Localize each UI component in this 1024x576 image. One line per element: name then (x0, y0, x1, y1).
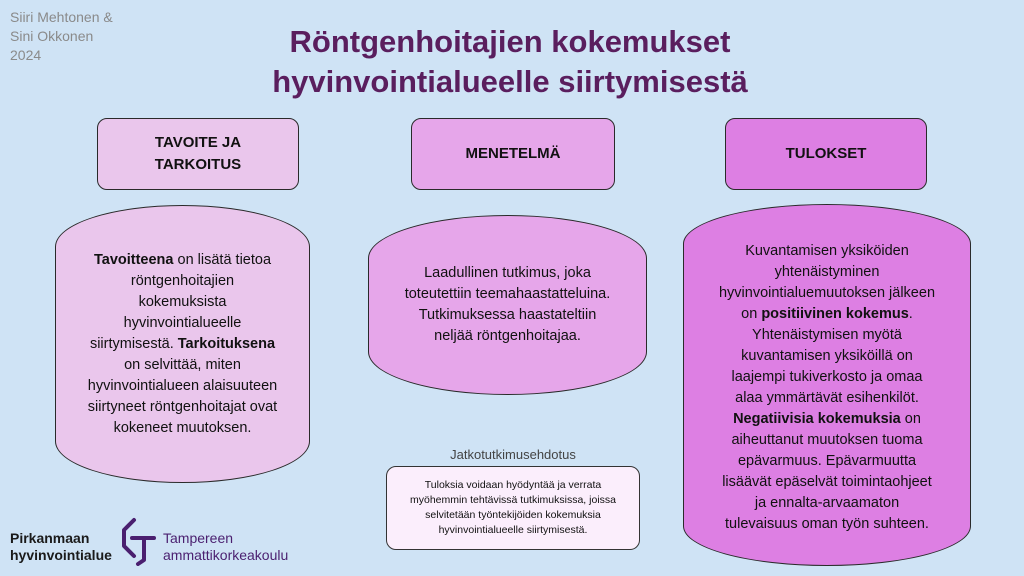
header-menetelma-label: MENETELMÄ (465, 145, 561, 162)
tavoite-bold-2: Tarkoituksena (177, 335, 276, 352)
tamk-logo-text (163, 530, 288, 564)
tulokset-bold-1: positiivinen kokemus (761, 306, 909, 322)
pirkanmaa-logo (10, 530, 112, 564)
tavoite-bold-1: Tavoitteena (93, 251, 174, 268)
tavoite-panel (55, 205, 310, 483)
jatko-text: Tuloksia voidaan hyödyntää ja verrata myöhemmin tehtävissä tutkimuksissa, joissa selvitetään työntekijöiden kokemuksia hyvinvointialueelle siirtymisestä. (410, 479, 616, 536)
pirkanmaa-line-1: Pirkanmaan (10, 530, 90, 546)
header-tulokset (725, 118, 927, 190)
tulokset-bold-2: Negatiivisia kokemuksia (733, 411, 901, 427)
tulokset-text-2: . Yhtenäistymisen myötä kuvantamisen yksiköillä on laajempi tukiverkosto ja omaa alaa ymmärtävät esihenkilöt. (731, 306, 923, 406)
header-tavoite (97, 118, 299, 190)
tamk-line-1: Tampereen (163, 530, 234, 546)
tulokset-text-1: Kuvantamisen yksiköiden yhtenäistyminen hyvinvointialuemuutoksen jälkeen on (718, 243, 936, 322)
author-line-2: Sini Okkonen (10, 28, 94, 44)
tamk-line-2: ammattikorkeakoulu (163, 547, 289, 563)
header-menetelma (411, 118, 615, 190)
header-tavoite-line-2: TARKOITUS (154, 156, 242, 173)
author-line-1: Siiri Mehtonen & (10, 9, 113, 25)
tamk-logo-icon (120, 516, 158, 571)
page-title (150, 22, 870, 102)
tavoite-text-1: on lisätä tietoa röntgenhoitajien kokemuksista hyvinvointialueelle siirtymisestä. (89, 251, 272, 352)
authors (10, 8, 113, 65)
tavoite-text-2: on selvittää, miten hyvinvointialueen alaisuuteen siirtyneet röntgenhoitajat ovat kokeneet muutoksen. (87, 356, 278, 436)
tavoite-text (88, 250, 278, 439)
pirkanmaa-line-2: hyvinvointialue (10, 547, 112, 563)
header-tavoite-line-1: TAVOITE JA (154, 134, 242, 151)
author-year: 2024 (10, 47, 42, 63)
tulokset-text-3: on aiheuttanut muutoksen tuoma epävarmuus. Epävarmuutta lisäävät epäselvät toimintaohjeet ja ennalta-arvaamaton tulevaisuus oman työn suhteen. (722, 411, 932, 532)
menetelma-text: Laadullinen tutkimus, joka toteutettiin teemahaastatteluina. Tutkimuksessa haastateltiin neljää röntgenhoitajaa. (404, 265, 611, 344)
menetelma-panel (368, 215, 647, 395)
jatko-label: Jatkotutkimusehdotus (450, 447, 576, 462)
header-tulokset-label: TULOKSET (785, 145, 867, 162)
title-line-2: hyvinvointialueelle siirtymisestä (272, 64, 748, 99)
jatko-box (386, 466, 640, 550)
tulokset-panel (683, 204, 971, 566)
tulokset-text (717, 241, 937, 535)
title-line-1: Röntgenhoitajien kokemukset (289, 24, 731, 59)
